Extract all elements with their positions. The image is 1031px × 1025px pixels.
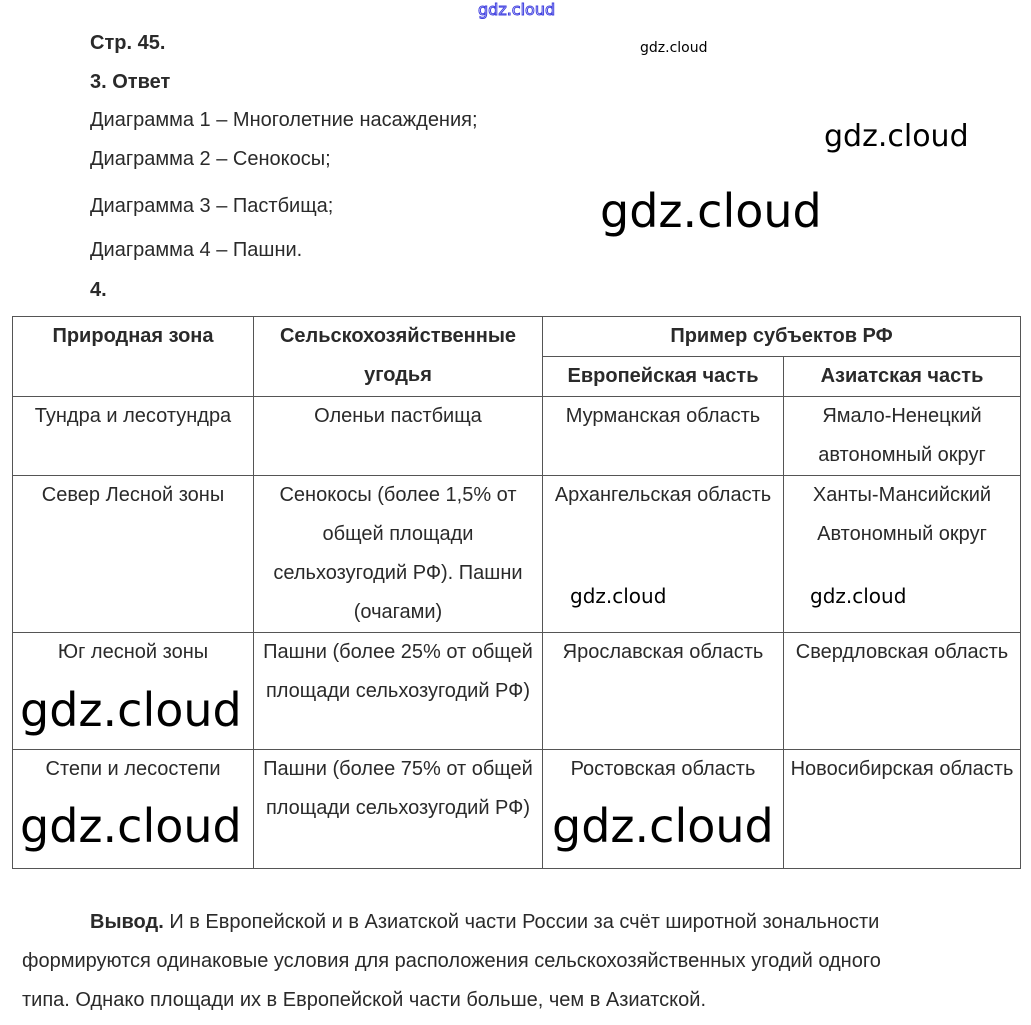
watermark: gdz.cloud [640,40,708,56]
task-3-heading: 3. Ответ [90,71,171,93]
task-4-heading: 4. [90,279,107,301]
header-asian: Азиатская часть [784,357,1021,397]
watermark: gdz.cloud [20,799,242,853]
answer-line: Диаграмма 4 – Пашни. [90,239,303,261]
watermark: gdz.cloud [824,119,969,154]
cell-zone: Юг лесной зоны [13,633,254,750]
table-row [13,397,1021,476]
conclusion [22,903,1012,1020]
cell-zone: Степи и лесостепи [13,750,254,869]
cell-zone: Север Лесной зоны [13,476,254,633]
page-number: Стр. 45. [90,32,166,54]
table-row [13,476,1021,633]
cell-land: Пашни (более 25% от общей площади сельхозугодий РФ) [254,633,543,750]
cell-european: Ростовская область [543,750,784,869]
answer-line: Диаграмма 1 – Многолетние насаждения; [90,109,478,131]
cell-land: Сенокосы (более 1,5% от общей площади сельхозугодий РФ). Пашни (очагами) [254,476,543,633]
cell-european: Ярославская область [543,633,784,750]
watermark: gdz.cloud [570,584,667,608]
header-european: Европейская часть [543,357,784,397]
cell-zone: Тундра и лесотундра [13,397,254,476]
cell-asian: Ханты-Мансийский Автономный округ [784,476,1021,633]
conclusion-text: типа. Однако площади их в Европейской части больше, чем в Азиатской. [22,989,707,1011]
cell-land: Оленьи пастбища [254,397,543,476]
watermark: gdz.cloud [552,799,774,853]
watermark: gdz.cloud [810,584,907,608]
cell-european: Архангельская область [543,476,784,633]
answer-line: Диаграмма 2 – Сенокосы; [90,148,331,170]
watermark: gdz.cloud [20,683,242,737]
header-examples: Пример субъектов РФ [543,317,1021,357]
watermark: gdz.cloud [600,184,822,238]
conclusion-text: формируются одинаковые условия для расположения сельскохозяйственных угодий одного [22,950,881,972]
cell-asian: Новосибирская область [784,750,1021,869]
header-land: Сельскохозяйственные угодья [254,317,543,397]
header-zone: Природная зона [13,317,254,397]
cell-asian: Ямало-Ненецкий автономный округ [784,397,1021,476]
conclusion-label: Вывод. [90,911,164,933]
conclusion-text: И в Европейской и в Азиатской части России за счёт широтной зональности [163,911,880,933]
watermark: gdz.cloud [478,0,556,19]
cell-european: Мурманская область [543,397,784,476]
cell-asian: Свердловская область [784,633,1021,750]
cell-land: Пашни (более 75% от общей площади сельхозугодий РФ) [254,750,543,869]
answer-line: Диаграмма 3 – Пастбища; [90,195,334,217]
